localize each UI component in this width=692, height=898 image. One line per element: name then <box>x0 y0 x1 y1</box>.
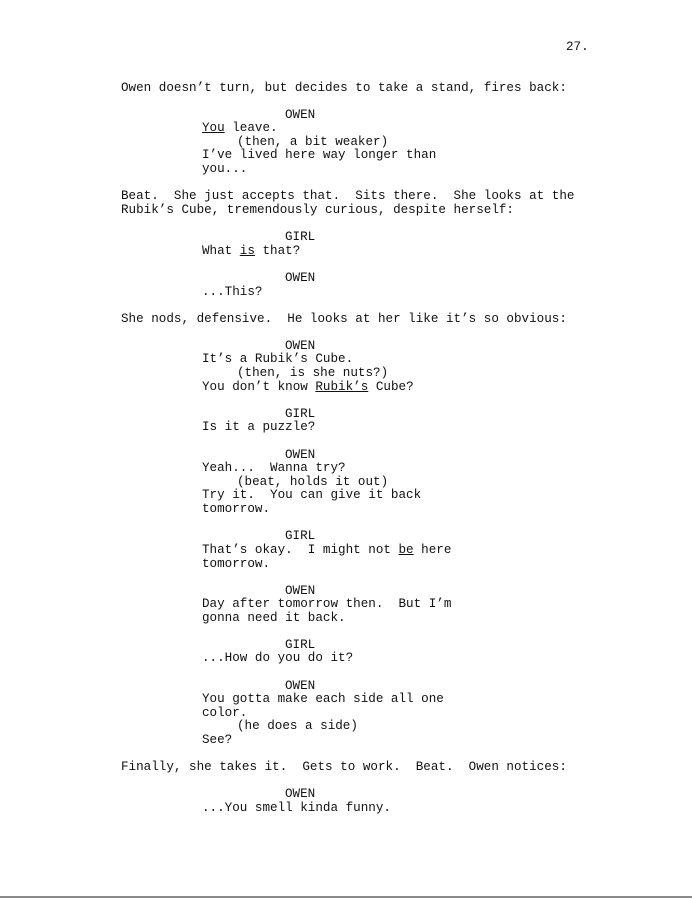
text-run: you... <box>202 162 248 176</box>
text-run: You gotta make each side all one <box>202 692 444 706</box>
character-cue <box>285 108 315 122</box>
text-run: leave. <box>224 121 278 135</box>
character-cue <box>285 584 315 598</box>
dialogue-line <box>202 420 315 434</box>
text-run: I’ve lived here way longer than <box>202 148 437 162</box>
text-run: OWEN <box>285 339 316 353</box>
dialogue-line <box>202 801 391 815</box>
text-run: GIRL <box>285 407 316 421</box>
text-run: tomorrow. <box>202 502 271 516</box>
dialogue-line <box>202 380 414 394</box>
parenthetical-line <box>237 135 388 149</box>
dialogue-line <box>202 733 232 747</box>
dialogue-line <box>202 488 421 502</box>
parenthetical-line <box>237 366 388 380</box>
dialogue-line <box>202 502 270 516</box>
text-run: ...You smell kinda funny. <box>202 801 391 815</box>
underlined-text: be <box>398 543 414 557</box>
text-run: GIRL <box>285 230 316 244</box>
action-line <box>121 203 514 217</box>
text-run: Rubik’s Cube, tremendously curious, despite herself: <box>121 203 514 217</box>
dialogue-line <box>202 285 262 299</box>
text-run: OWEN <box>285 787 316 801</box>
text-run: (then, is she nuts?) <box>237 366 389 380</box>
text-run: Beat. She just accepts that. Sits there. She looks at the <box>121 189 575 203</box>
text-run: OWEN <box>285 271 316 285</box>
dialogue-line <box>202 543 451 557</box>
dialogue-line <box>202 162 247 176</box>
text-run: (beat, holds it out) <box>237 475 389 489</box>
underlined-text: is <box>239 244 255 258</box>
page-number: 27. <box>566 40 589 54</box>
dialogue-line <box>202 244 300 258</box>
dialogue-line <box>202 651 353 665</box>
text-run: ...This? <box>202 285 263 299</box>
character-cue <box>285 407 315 421</box>
action-line <box>121 189 574 203</box>
dialogue-line <box>202 692 444 706</box>
parenthetical-line <box>237 719 358 733</box>
action-line <box>121 81 567 95</box>
parenthetical-line <box>237 475 388 489</box>
dialogue-line <box>202 121 278 135</box>
text-run: OWEN <box>285 108 316 122</box>
dialogue-line <box>202 461 346 475</box>
character-cue <box>285 230 315 244</box>
text-run: (then, a bit weaker) <box>237 135 389 149</box>
text-run: OWEN <box>285 448 316 462</box>
text-run: Finally, she takes it. Gets to work. Beat. Owen notices: <box>121 760 567 774</box>
dialogue-line <box>202 148 436 162</box>
text-run: tomorrow. <box>202 557 271 571</box>
character-cue <box>285 787 315 801</box>
text-run: color. <box>202 706 248 720</box>
text-run: Day after tomorrow then. But I’m <box>202 597 452 611</box>
underlined-text: Rubik’s <box>315 380 369 394</box>
text-run: Is it a puzzle? <box>202 420 316 434</box>
dialogue-line <box>202 597 451 611</box>
text-run: It’s a Rubik’s Cube. <box>202 352 354 366</box>
text-run: that? <box>254 244 301 258</box>
text-run: That’s okay. I might not <box>202 543 399 557</box>
action-line <box>121 760 567 774</box>
underlined-text: You <box>202 121 225 135</box>
text-run: Yeah... Wanna try? <box>202 461 346 475</box>
text-run: See? <box>202 733 233 747</box>
text-run: GIRL <box>285 638 316 652</box>
text-run: (he does a side) <box>237 719 358 733</box>
text-run: ...How do you do it? <box>202 651 354 665</box>
character-cue <box>285 529 315 543</box>
character-cue <box>285 448 315 462</box>
text-run: gonna need it back. <box>202 611 346 625</box>
text-run: Try it. You can give it back <box>202 488 422 502</box>
dialogue-line <box>202 557 270 571</box>
character-cue <box>285 271 315 285</box>
text-run: GIRL <box>285 529 316 543</box>
dialogue-line <box>202 352 353 366</box>
text-run: here <box>413 543 452 557</box>
character-cue <box>285 638 315 652</box>
character-cue <box>285 339 315 353</box>
text-run: What <box>202 244 240 258</box>
character-cue <box>285 679 315 693</box>
text-run: She nods, defensive. He looks at her like it’s so obvious: <box>121 312 567 326</box>
dialogue-line <box>202 611 346 625</box>
text-run: Cube? <box>368 380 414 394</box>
text-run: OWEN <box>285 679 316 693</box>
text-run: Owen doesn’t turn, but decides to take a stand, fires back: <box>121 81 567 95</box>
text-run: OWEN <box>285 584 316 598</box>
dialogue-line <box>202 706 247 720</box>
text-run: You don’t know <box>202 380 316 394</box>
action-line <box>121 312 567 326</box>
